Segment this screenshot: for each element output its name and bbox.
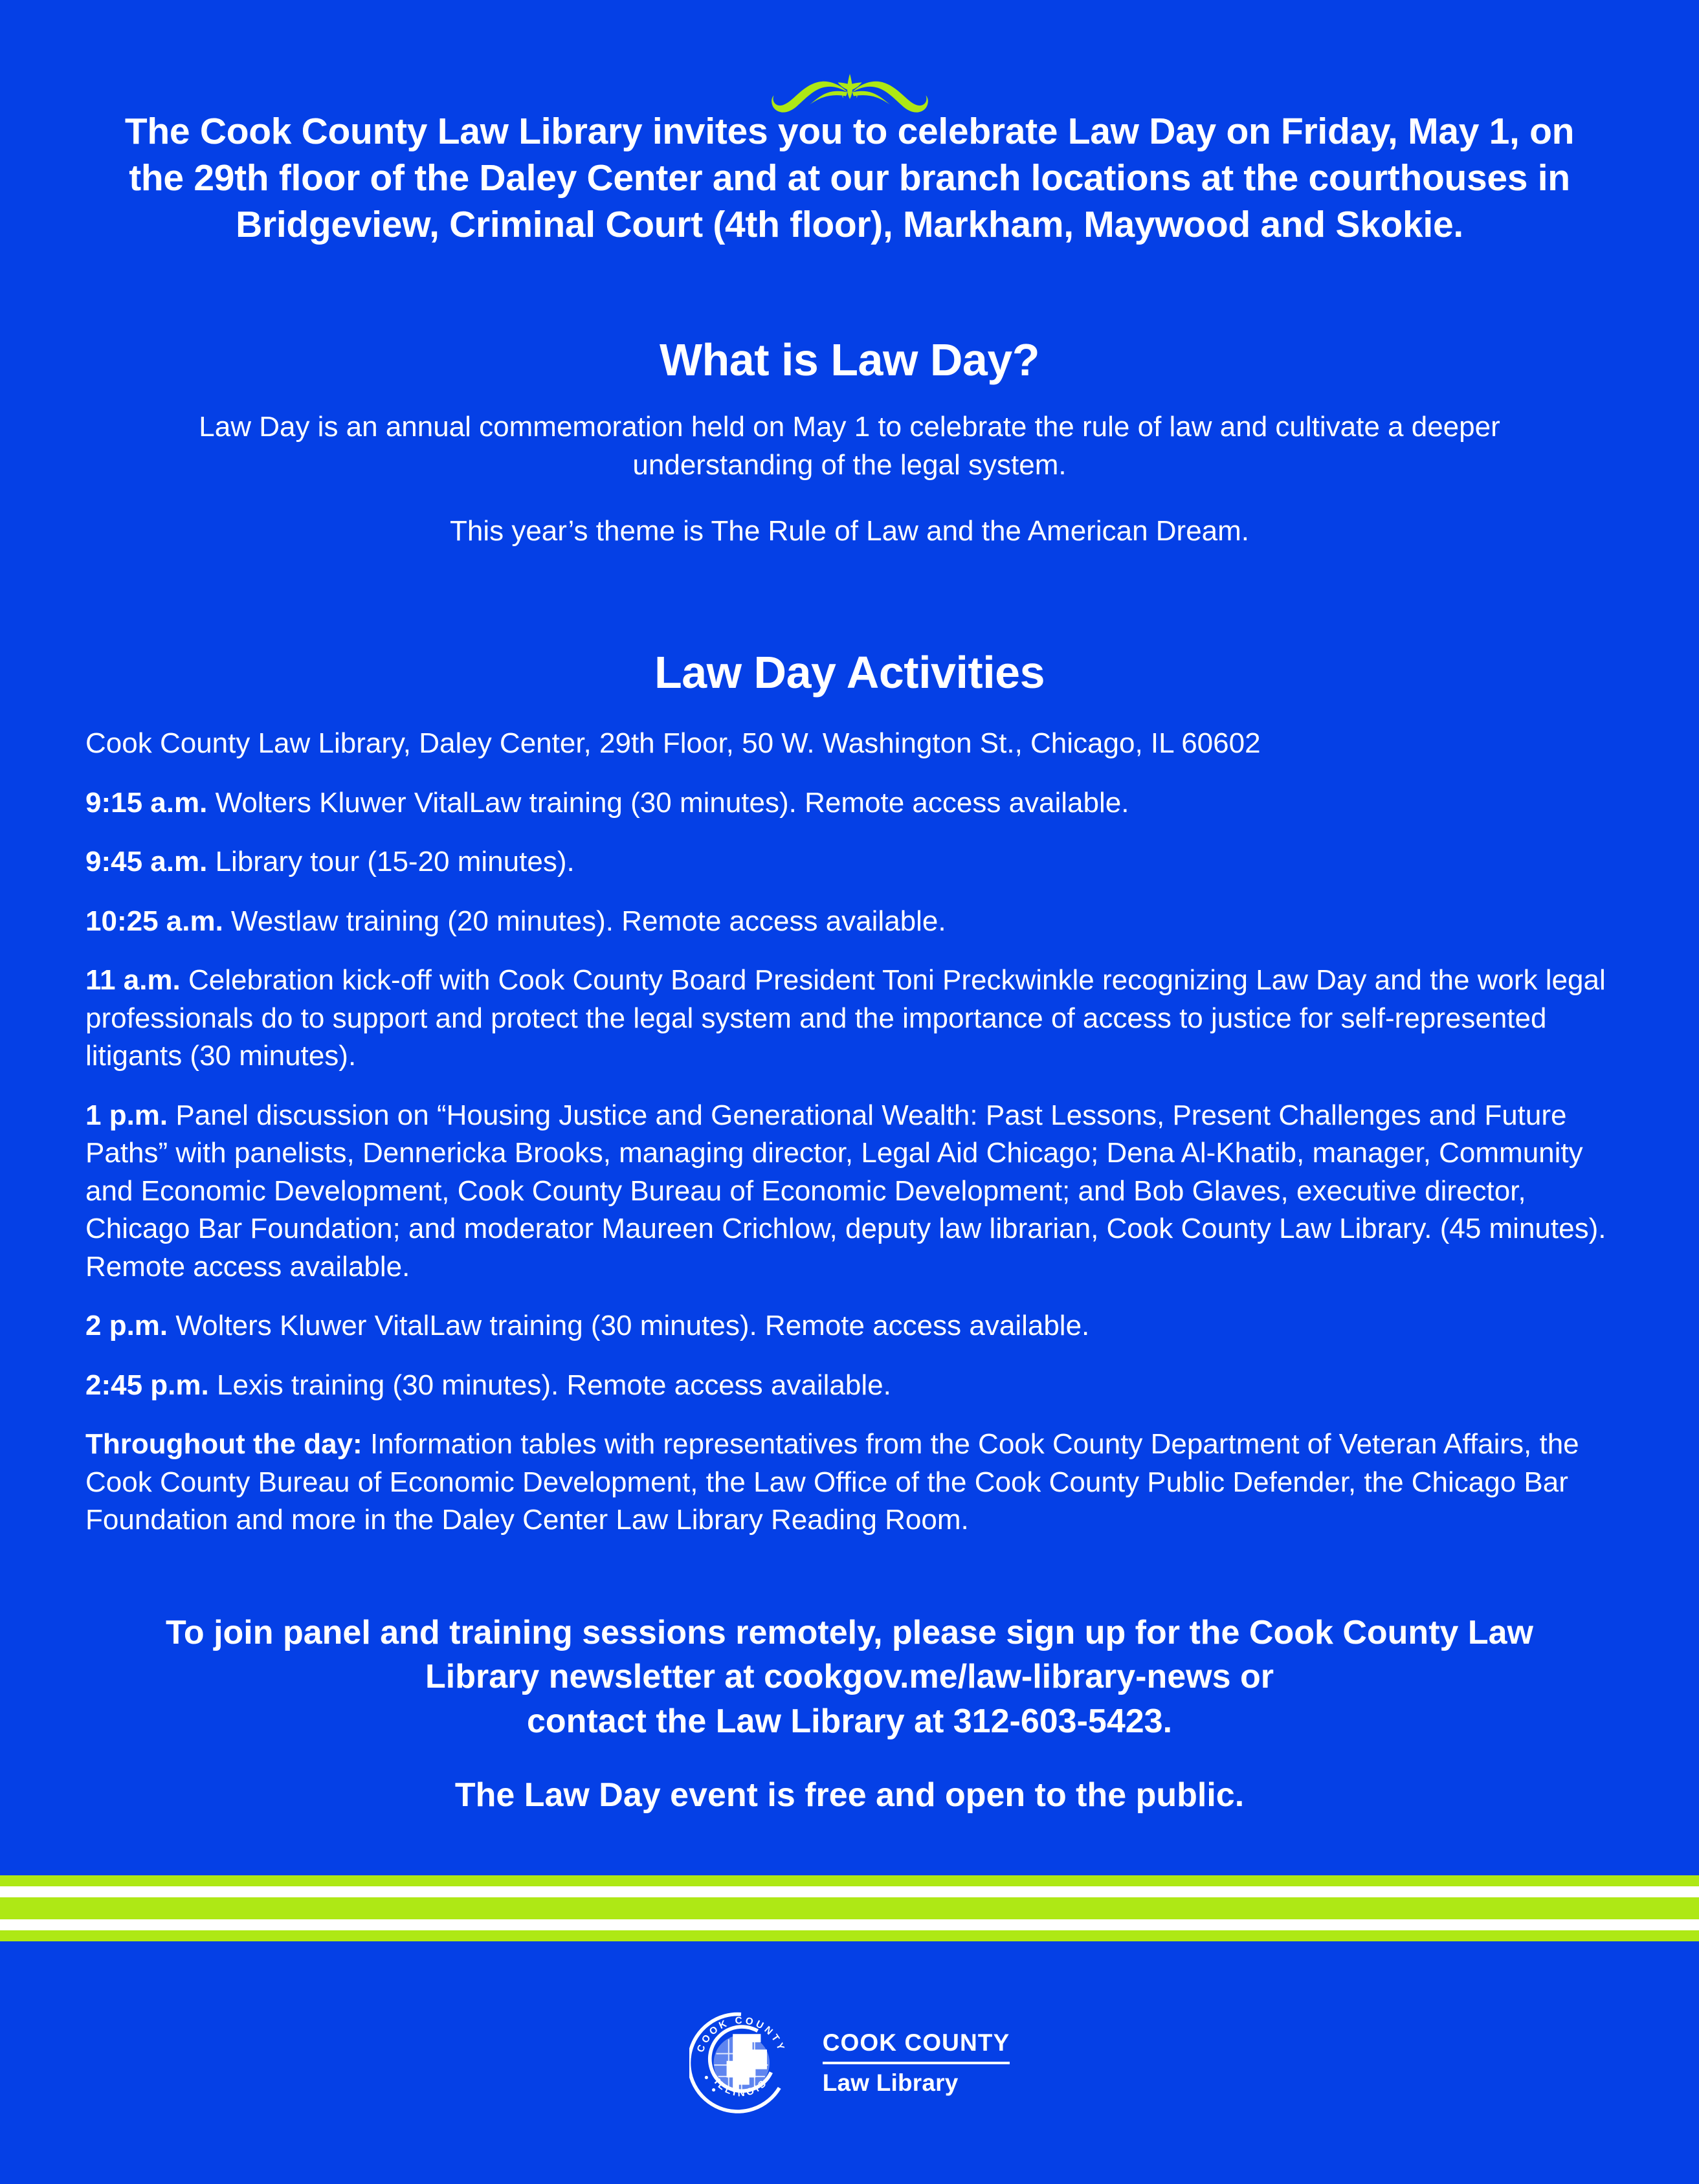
free-and-open-notice: The Law Day event is free and open to the public. xyxy=(454,1776,1245,1814)
schedule-item-time: 1 p.m. xyxy=(85,1099,168,1131)
layout-spacer xyxy=(0,1817,1699,1875)
ornament-container xyxy=(0,0,1699,84)
what-is-law-day-heading: What is Law Day? xyxy=(659,335,1040,386)
poster-content xyxy=(0,84,1699,1817)
stripe-green-top xyxy=(0,1875,1699,1886)
schedule-item xyxy=(85,843,1614,881)
svg-text:ILLINOIS: ILLINOIS xyxy=(711,2076,770,2099)
schedule-item xyxy=(85,1367,1614,1405)
schedule-item-time: 11 a.m. xyxy=(85,964,181,997)
footer-stripes xyxy=(0,1875,1699,1941)
intro-paragraph: The Cook County Law Library invites you to celebrate Law Day on Friday, May 1, on the 29th floor of the Daley Center and at our branch locations at the courthouses in Bridgeview, Criminal Court (4th floor), Markham, Maywood and Skokie. xyxy=(124,111,1575,245)
schedule-item-time: 10:25 a.m. xyxy=(85,905,223,937)
schedule-item-description: Information tables with representatives from the Cook County Department of Veteran Affairs, the Cook County Bureau of Economic Development, the Law Office of the Cook County Public Defender, the Chicago Bar Foundation and more in the Daley Center Law Library Reading Room. xyxy=(85,1428,1579,1536)
schedule-item-description: Panel discussion on “Housing Justice and Generational Wealth: Past Lessons, Present Challenges and Future Paths” with panelists, Dennericka Brooks, managing director, Legal Aid Chicago; Dena Al-Khatib, manager, Community and Economic Development, Cook County Bureau of Economic Development; and Bob Glaves, executive director, Chicago Bar Foundation; and moderator Maureen Crichlow, deputy law librarian, Cook County Law Library. (45 minutes). Remote access available. xyxy=(85,1099,1606,1283)
schedule-item-time: 2 p.m. xyxy=(85,1310,168,1342)
schedule-item-time: 2:45 p.m. xyxy=(85,1369,209,1401)
schedule-item xyxy=(85,784,1614,822)
cta-line-1: To join panel and training sessions remotely, please sign up for the Cook County Law xyxy=(165,1613,1534,1651)
schedule-item-time: 9:45 a.m. xyxy=(85,846,208,878)
footer-logo-line-1: COOK COUNTY xyxy=(822,2029,1010,2056)
schedule-item-description: Library tour (15-20 minutes). xyxy=(215,846,575,878)
law-day-theme: This year’s theme is The Rule of Law and the American Dream. xyxy=(449,515,1250,547)
activities-location: Cook County Law Library, Daley Center, 29th Floor, 50 W. Washington St., Chicago, IL 60602 xyxy=(85,727,1261,759)
stripe-green-bottom xyxy=(0,1930,1699,1941)
stripe-white-lower xyxy=(0,1919,1699,1930)
footer-logo-text xyxy=(823,2031,1010,2095)
footer-logo-lockup xyxy=(0,1941,1699,2184)
schedule-item-time: 9:15 a.m. xyxy=(85,786,208,819)
cook-county-seal-icon xyxy=(689,2011,793,2115)
svg-text:COOK COUNTY: COOK COUNTY xyxy=(694,2014,788,2054)
what-is-law-day-description: Law Day is an annual commemoration held on May 1 to celebrate the rule of law and cultivate a deeper understanding of the legal system. xyxy=(199,411,1500,481)
schedule-item-time: Throughout the day: xyxy=(85,1428,362,1461)
schedule-item-description: Westlaw training (20 minutes). Remote access available. xyxy=(231,905,946,937)
schedule-item xyxy=(85,1307,1614,1345)
cta-line-3: contact the Law Library at 312-603-5423. xyxy=(526,1703,1173,1740)
activities-schedule xyxy=(85,725,1614,1539)
stripe-green-middle xyxy=(0,1897,1699,1919)
schedule-item xyxy=(85,903,1614,941)
schedule-item xyxy=(85,1426,1614,1539)
schedule-item-description: Celebration kick-off with Cook County Board President Toni Preckwinkle recognizing Law Day and the work legal professionals do to support and protect the legal system and the importance of access to justice for self-represented litigants (30 minutes). xyxy=(85,964,1606,1072)
schedule-item-description: Wolters Kluwer VitalLaw training (30 minutes). Remote access available. xyxy=(175,1310,1090,1342)
schedule-item xyxy=(85,1097,1614,1286)
footer-logo-line-2: Law Library xyxy=(822,2069,959,2096)
cta-line-2: Library newsletter at cookgov.me/law-library-news or xyxy=(425,1658,1274,1696)
law-day-activities-heading: Law Day Activities xyxy=(654,646,1045,698)
call-to-action xyxy=(85,1611,1614,1744)
schedule-item-description: Lexis training (30 minutes). Remote access available. xyxy=(216,1369,891,1401)
schedule-item xyxy=(85,962,1614,1075)
footer-logo-divider xyxy=(823,2062,1010,2064)
schedule-item-description: Wolters Kluwer VitalLaw training (30 minutes). Remote access available. xyxy=(215,786,1129,819)
stripe-white-upper xyxy=(0,1886,1699,1897)
